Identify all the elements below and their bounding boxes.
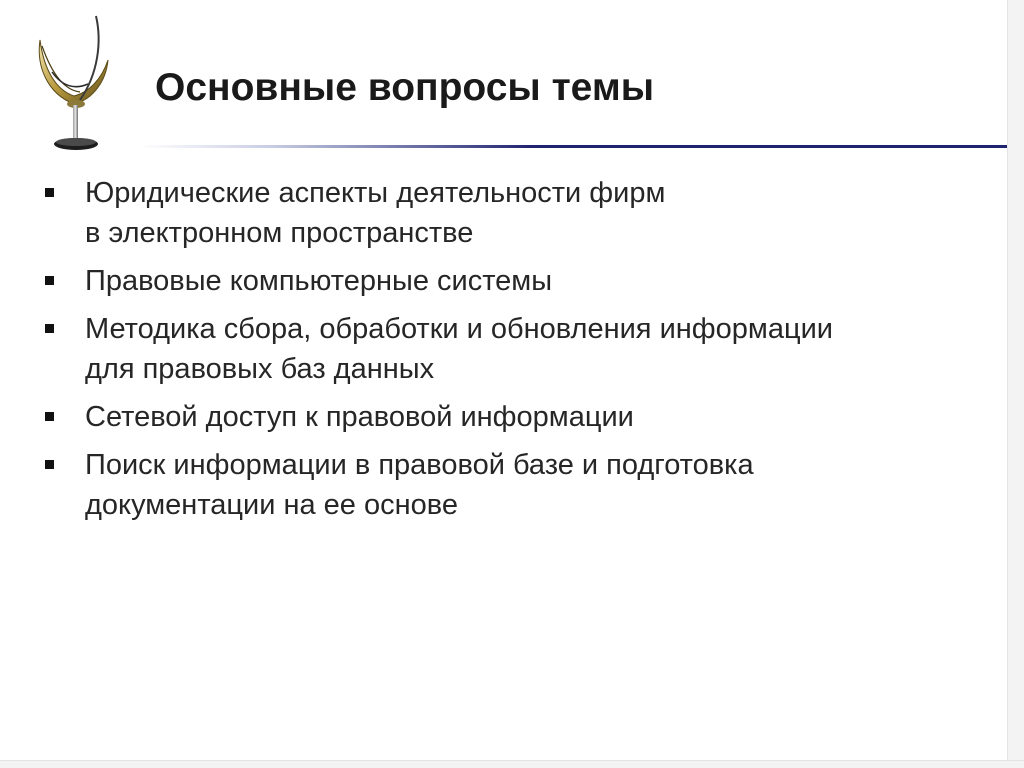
bullet-text: Методика сбора, обработки и обновления информации [85,313,833,345]
slide-frame-right [1007,0,1024,767]
square-bullet-icon [45,324,54,333]
bullet-text: Правовые компьютерные системы [85,265,553,297]
bullet-text: Сетевой доступ к правовой информации [85,401,634,433]
bullet-list [40,173,1000,533]
square-bullet-icon [45,460,54,469]
bullet-item [40,445,1000,525]
bullet-item [40,397,1000,437]
bullet-item [40,173,1000,253]
bullet-text: Поиск информации в правовой базе и подготовка [85,449,754,481]
bullet-text: для правовых баз данных [85,353,435,385]
square-bullet-icon [45,276,54,285]
bullet-item [40,309,1000,389]
square-bullet-icon [45,412,54,421]
bullet-item [40,261,1000,301]
title-underline [140,145,1010,148]
slide-title: Основные вопросы темы [155,66,655,109]
square-bullet-icon [45,188,54,197]
bullet-text: в электронном пространстве [85,217,474,249]
glass-goblet-icon [22,12,132,152]
bullet-text: Юридические аспекты деятельности фирм [85,177,666,209]
bullet-text: документации на ее основе [85,489,458,521]
